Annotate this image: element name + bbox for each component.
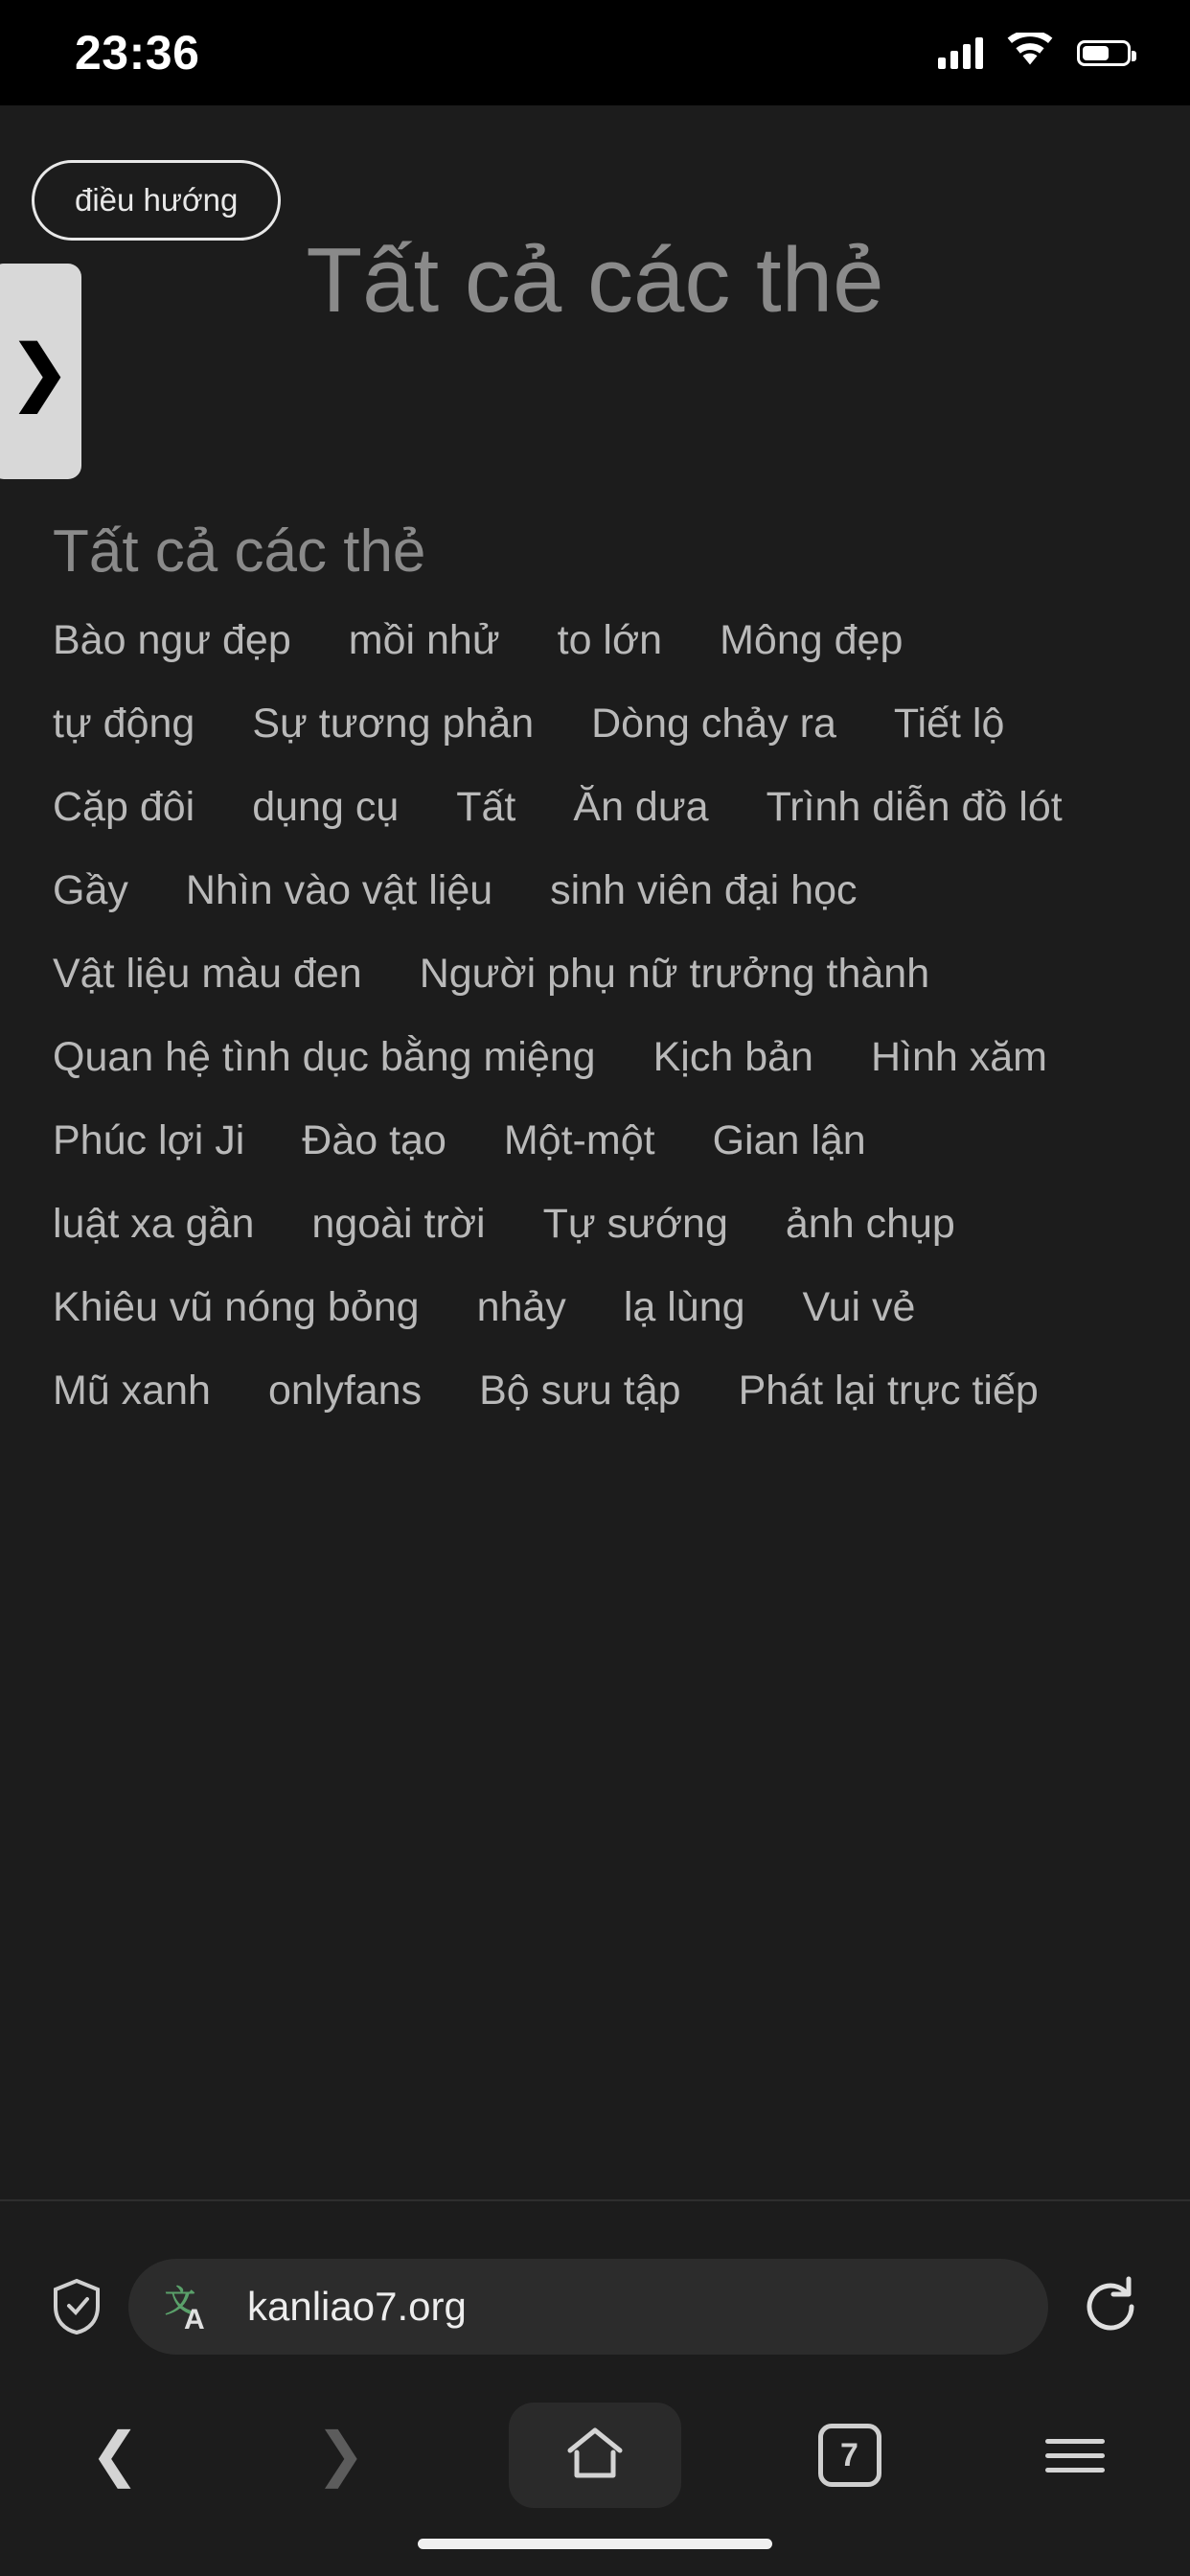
url-text[interactable]: kanliao7.org bbox=[247, 2284, 467, 2329]
list-item[interactable]: Gầy bbox=[53, 867, 128, 913]
list-item[interactable]: Cặp đôi bbox=[53, 784, 195, 830]
back-button[interactable] bbox=[57, 2403, 172, 2508]
list-item[interactable]: onlyfans bbox=[267, 1368, 423, 1414]
web-page-content bbox=[0, 105, 1190, 2199]
page-title: Tất cả các thẻ bbox=[306, 229, 884, 332]
list-item[interactable]: ngoài trời bbox=[311, 1201, 486, 1247]
tabs-button[interactable] bbox=[792, 2403, 907, 2508]
battery-icon bbox=[1077, 40, 1131, 66]
list-item[interactable]: Một-một bbox=[503, 1117, 655, 1163]
chevron-left-icon: ❮ bbox=[90, 2422, 140, 2488]
chevron-right-icon: ❯ bbox=[10, 331, 70, 411]
forward-button[interactable] bbox=[284, 2403, 399, 2508]
browser-toolbar bbox=[0, 2199, 1190, 2576]
tag-cloud bbox=[53, 599, 1140, 1433]
list-item[interactable]: Vật liệu màu đen bbox=[53, 951, 362, 997]
list-item[interactable]: Phúc lợi Ji bbox=[53, 1117, 245, 1163]
svg-text:A: A bbox=[184, 2304, 205, 2334]
list-item[interactable]: lạ lùng bbox=[623, 1284, 745, 1330]
menu-button[interactable] bbox=[1018, 2403, 1133, 2508]
url-field[interactable] bbox=[128, 2259, 1048, 2355]
list-item[interactable]: Ăn dưa bbox=[573, 784, 709, 830]
home-indicator bbox=[418, 2539, 772, 2549]
hamburger-menu-icon bbox=[1045, 2439, 1105, 2472]
list-item[interactable]: Quan hệ tình dục bằng miệng bbox=[53, 1034, 596, 1080]
svg-text:文: 文 bbox=[165, 2284, 196, 2318]
list-item[interactable]: Mũ xanh bbox=[53, 1368, 211, 1414]
reload-icon[interactable] bbox=[1077, 2275, 1144, 2338]
tab-count-badge: 7 bbox=[818, 2424, 881, 2487]
list-item[interactable]: Mông đẹp bbox=[720, 617, 904, 663]
wifi-icon bbox=[1004, 33, 1056, 74]
list-item[interactable]: tự động bbox=[53, 701, 195, 747]
list-item[interactable]: Phát lại trực tiếp bbox=[738, 1368, 1039, 1414]
list-item[interactable]: Tự sướng bbox=[542, 1201, 728, 1247]
chevron-right-icon: ❯ bbox=[315, 2422, 366, 2488]
list-item[interactable]: Đào tạo bbox=[302, 1117, 446, 1163]
list-item[interactable]: Tiết lộ bbox=[893, 701, 1005, 747]
cellular-bars-icon bbox=[938, 36, 983, 69]
browser-tool-row bbox=[0, 2383, 1190, 2527]
privacy-shield-icon[interactable] bbox=[46, 2276, 107, 2337]
list-item[interactable]: to lớn bbox=[557, 617, 663, 663]
list-item[interactable]: Vui vẻ bbox=[802, 1284, 916, 1330]
status-bar bbox=[0, 0, 1190, 105]
list-item[interactable]: Người phụ nữ trưởng thành bbox=[419, 951, 930, 997]
list-item[interactable]: Nhìn vào vật liệu bbox=[185, 867, 493, 913]
list-item[interactable]: dụng cụ bbox=[252, 784, 400, 830]
list-item[interactable]: Gian lận bbox=[712, 1117, 866, 1163]
list-item[interactable]: Kịch bản bbox=[652, 1034, 813, 1080]
list-item[interactable]: nhảy bbox=[476, 1284, 566, 1330]
side-drawer-handle[interactable] bbox=[0, 264, 81, 479]
list-item[interactable]: sinh viên đại học bbox=[550, 867, 858, 913]
url-row bbox=[0, 2254, 1190, 2359]
list-item[interactable]: Bào ngư đẹp bbox=[53, 617, 291, 663]
list-item[interactable]: Tất bbox=[456, 784, 516, 830]
list-item[interactable]: Trình diễn đồ lót bbox=[766, 784, 1063, 830]
list-item[interactable]: Dòng chảy ra bbox=[591, 701, 836, 747]
status-time: 23:36 bbox=[75, 26, 200, 80]
list-item[interactable]: Bộ sưu tập bbox=[479, 1368, 681, 1414]
list-item[interactable]: Khiêu vũ nóng bỏng bbox=[53, 1284, 420, 1330]
home-button[interactable] bbox=[509, 2403, 681, 2508]
section-heading: Tất cả các thẻ bbox=[53, 518, 426, 585]
home-icon bbox=[565, 2426, 625, 2486]
status-indicators bbox=[938, 33, 1131, 74]
nav-button[interactable]: điều hướng bbox=[32, 160, 281, 241]
list-item[interactable]: Sự tương phản bbox=[252, 701, 535, 747]
list-item[interactable]: Hình xăm bbox=[870, 1034, 1047, 1080]
translate-icon[interactable] bbox=[163, 2279, 218, 2334]
list-item[interactable]: ảnh chụp bbox=[785, 1201, 955, 1247]
list-item[interactable]: mồi nhử bbox=[348, 617, 500, 663]
list-item[interactable]: luật xa gần bbox=[53, 1201, 255, 1247]
